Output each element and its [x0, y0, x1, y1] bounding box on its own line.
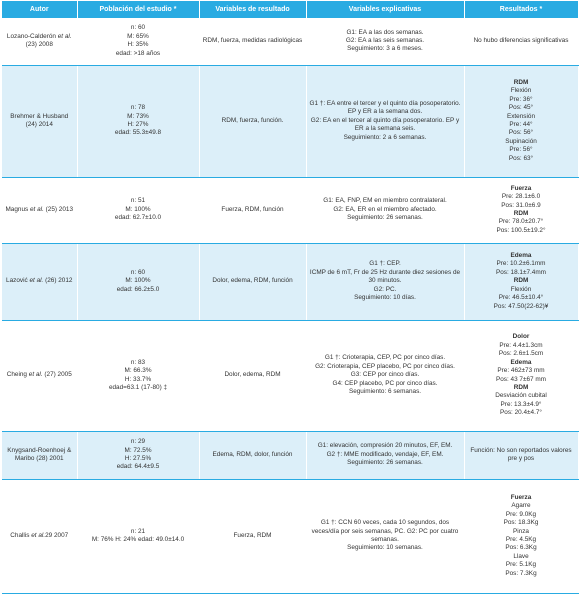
results-value: Pre: 4.5Kg: [505, 536, 537, 543]
results-value: Pos: 100.5±19.2°: [496, 226, 546, 234]
outcome-cell: [199, 243, 306, 320]
results-cell: [464, 65, 578, 177]
author-text: Lozano-Calderón: [6, 32, 58, 40]
population-cell-line: n: 60: [130, 268, 146, 276]
author-etal: et al.: [57, 32, 72, 40]
outcome-cell-line: Dolor, edema, RDM, función: [212, 277, 293, 285]
author-text: Brehmer & Husband (24) 2014: [10, 112, 69, 128]
explanatory-cell-line: G2 †: MME modificado, vendaje, EF, EM.: [326, 450, 444, 458]
explanatory-cell-line: G2: EA en el tercer al quinto día posoperatorio. EP y ER a la semana seis.: [310, 116, 460, 133]
table-row: [2, 243, 578, 320]
population-cell: [77, 18, 199, 65]
explanatory-cell-line: G1 †: EA entre el tercer y el quinto día posoperatorio. EP y ER a la semana dos.: [309, 99, 461, 116]
author-cell: [2, 243, 77, 320]
population-cell-line: M: 73%: [127, 112, 149, 120]
explanatory-cell: [306, 243, 464, 320]
population-cell-line: n: 83: [130, 358, 146, 366]
population-cell-line: M: 72.5%: [124, 446, 152, 454]
explanatory-cell-line: G4: CEP placebo, PC por cinco días.: [332, 379, 438, 387]
author-text: 29 2007: [45, 531, 69, 539]
author-text: Knygsand-Roenhoej & Maribo (28) 2001: [7, 446, 72, 462]
outcome-cell: [199, 479, 306, 593]
explanatory-cell-line: Seguimiento: 3 a 6 meses.: [347, 45, 423, 53]
population-cell-line: edad: 64.4±9.5: [116, 463, 160, 471]
header-author: Autor: [2, 1, 77, 18]
results-value: Pos: 6.3Kg: [505, 544, 537, 552]
explanatory-cell-line: G2: PC.: [373, 285, 397, 293]
explanatory-cell: [306, 431, 464, 479]
table-body: [2, 18, 578, 593]
population-cell: [77, 243, 199, 320]
outcome-cell-line: RDM, fuerza, medidas radiológicas: [202, 37, 303, 45]
header-results: Resultados *: [464, 1, 578, 18]
population-cell-line: edad: >18 años: [115, 49, 161, 57]
results-heading: RDM: [513, 78, 529, 86]
results-value: Flexión: [510, 87, 532, 95]
explanatory-cell-line: G1 †: CCN 60 veces, cada 10 segundos, dos veces/día por seis semanas, PC. G2: PC por cuatro semanas.: [311, 519, 459, 543]
explanatory-cell-line: ICMP de 6 mT, Fr de 25 Hz durante diez sesiones de 30 minutos.: [309, 268, 461, 285]
results-cell: [464, 177, 578, 243]
author-etal: et al.: [31, 531, 46, 539]
population-cell-line: edad: 66.2±5.0: [116, 285, 160, 293]
results-value: Flexión: [510, 285, 532, 293]
population-cell-line: H: 27%: [127, 121, 149, 128]
population-cell-line: H: 27.5%: [124, 455, 152, 462]
author-cell: [2, 431, 77, 479]
results-value: Pre: 28.1±6.0: [501, 193, 541, 201]
explanatory-cell-line: G1: elevación, compresión 20 minutos, EF, EM.: [317, 442, 453, 450]
population-cell-line: M: 100%: [125, 205, 151, 213]
outcome-cell: [199, 65, 306, 177]
population-cell: [77, 431, 199, 479]
author-text: Lazović: [6, 277, 30, 285]
results-cell: [464, 243, 578, 320]
table-row: [2, 65, 578, 177]
outcome-cell: [199, 18, 306, 65]
explanatory-cell: [306, 479, 464, 593]
population-cell: [77, 65, 199, 177]
explanatory-cell-line: G2: Crioterapia, CEP placebo, PC por cinco días.: [315, 362, 455, 370]
results-heading: RDM: [513, 383, 529, 391]
author-etal: et al.: [28, 371, 43, 379]
author-text: (25) 2013: [43, 205, 73, 213]
outcome-cell-line: Dolor, edema, RDM: [224, 371, 281, 379]
results-value: Pos: 45°: [508, 104, 534, 112]
outcome-cell: [199, 177, 306, 243]
results-value: Pre: 462±73 mm: [497, 367, 545, 375]
explanatory-cell: [306, 320, 464, 431]
results-value: Pre: 44°: [509, 121, 533, 128]
results-value: Pre: 46.5±10.4°: [498, 294, 544, 302]
results-value: Pos: 7.3Kg: [505, 569, 537, 577]
results-cell: [464, 320, 578, 431]
results-value: Pre: 56°: [509, 146, 533, 154]
results-value: Pos: 63°: [508, 154, 534, 162]
population-cell: [77, 177, 199, 243]
results-value: Función: No son reportados valores pre y pos: [470, 446, 572, 462]
explanatory-cell: [306, 65, 464, 177]
header-population: Población del estudio *: [77, 1, 199, 18]
population-cell: [77, 479, 199, 593]
results-heading: Fuerza: [510, 184, 532, 192]
explanatory-cell-line: Seguimiento: 10 días.: [354, 294, 416, 302]
explanatory-cell: [306, 177, 464, 243]
table-row: [2, 177, 578, 243]
results-heading: Dolor: [512, 333, 530, 341]
explanatory-cell-line: G1: EA, FNP, EM en miembro contralateral.: [323, 197, 447, 205]
outcome-cell: [199, 320, 306, 431]
results-heading: RDM: [513, 277, 529, 285]
explanatory-cell-line: Seguimiento: 26 semanas.: [347, 214, 423, 222]
results-value: Pre: 10.2±6.1mm: [496, 260, 546, 268]
results-value: Pos: 56°: [508, 129, 534, 137]
results-value: Extensión: [506, 112, 536, 120]
header-explanatory: Variables explicativas: [306, 1, 464, 18]
results-heading: Edema: [510, 251, 532, 259]
results-value: Supinación: [505, 137, 537, 145]
results-value: Desviación cubital: [495, 392, 547, 400]
table-row: [2, 320, 578, 431]
results-value: Pre: 13.3±4.9°: [500, 400, 542, 408]
population-cell-line: edad=63.1 (17-80) ‡: [108, 383, 168, 391]
results-value: Pos: 20.4±4.7°: [500, 409, 542, 417]
table-row: [2, 431, 578, 479]
results-cell: [464, 18, 578, 65]
population-cell-line: H: 33.7%: [124, 375, 152, 383]
author-text: Challis: [10, 531, 32, 539]
explanatory-cell-line: G1 †: Crioterapia, CEP, PC por cinco días.: [324, 354, 446, 362]
population-cell-line: n: 78: [130, 104, 146, 112]
results-value: Pos: 43 7±67 mm: [495, 375, 547, 383]
explanatory-cell: [306, 18, 464, 65]
author-cell: [2, 177, 77, 243]
explanatory-cell-line: Seguimiento: 26 semanas.: [347, 459, 423, 467]
results-heading: Fuerza: [510, 493, 532, 501]
table-row: [2, 18, 578, 65]
author-text: (27) 2005: [42, 371, 72, 379]
outcome-cell-line: Edema, RDM, dolor, función: [212, 450, 293, 458]
explanatory-cell-line: G1: EA a las dos semanas.: [346, 28, 424, 36]
table-header-row: [2, 1, 578, 18]
population-cell-line: H: 35%: [127, 41, 149, 49]
explanatory-cell-line: G3: CEP por cinco días.: [350, 371, 420, 379]
results-value: Pre: 9.0Kg: [505, 510, 537, 518]
explanatory-cell-line: Seguimiento: 6 semanas.: [348, 388, 422, 396]
outcome-cell-line: RDM, fuerza, función.: [221, 116, 284, 124]
explanatory-cell-line: Seguimiento: 10 semanas.: [347, 544, 423, 552]
author-cell: [2, 479, 77, 593]
results-heading: RDM: [513, 210, 529, 217]
author-cell: [2, 320, 77, 431]
author-etal: et al.: [29, 277, 44, 285]
results-value: No hubo diferencias significativas: [473, 37, 569, 45]
population-cell-line: n: 21: [130, 527, 146, 535]
results-value: Pre: 5.1Kg: [505, 561, 537, 569]
results-value: Pos: 2.6±1.5cm: [498, 350, 544, 358]
header-outcome: Variables de resultado: [199, 1, 306, 18]
explanatory-cell-line: G2: EA a las seis semanas.: [345, 37, 425, 45]
population-cell-line: M: 100%: [125, 277, 151, 285]
population-cell: [77, 320, 199, 431]
author-text: (26) 2012: [43, 277, 73, 285]
results-value: Pos: 18.1±7.4mm: [495, 268, 547, 276]
population-cell-line: n: 60: [130, 24, 146, 32]
population-cell-line: M: 65%: [127, 32, 149, 40]
population-cell-line: edad: 62.7±10.0: [114, 214, 162, 222]
population-cell-line: M: 76% H: 24% edad: 49.0±14.0: [91, 536, 185, 543]
results-cell: [464, 479, 578, 593]
results-cell: [464, 431, 578, 479]
author-etal: et al.: [30, 205, 44, 213]
outcome-cell: [199, 431, 306, 479]
results-table: [2, 1, 579, 594]
author-text: (23) 2008: [25, 41, 53, 49]
table-row: [2, 479, 578, 593]
author-text: Cheing: [6, 371, 29, 379]
author-cell: [2, 18, 77, 65]
author-text: Magnus: [5, 205, 30, 213]
population-cell-line: M: 66.3%: [124, 367, 152, 375]
results-value: Pre: 36°: [509, 95, 533, 103]
results-value: Llave: [513, 552, 529, 560]
results-value: Pos: 18.3Kg: [503, 519, 539, 527]
results-value: Pos: 31.0±6.9: [501, 201, 541, 209]
results-value: Pinza: [513, 527, 529, 535]
population-cell-line: n: 51: [130, 197, 146, 205]
explanatory-cell-line: Seguimiento: 2 a 6 semanas.: [343, 133, 427, 141]
results-heading: Edema: [510, 358, 532, 366]
explanatory-cell-line: G2: EA, ER en el miembro afectado.: [333, 205, 437, 213]
results-value: Agarre: [511, 502, 531, 510]
results-value: Pre: 78.0±20.7°: [498, 218, 544, 226]
author-cell: [2, 65, 77, 177]
population-cell-line: n: 29: [130, 438, 146, 446]
outcome-cell-line: Fuerza, RDM: [233, 531, 272, 539]
explanatory-cell-line: G1 †: CEP.: [369, 260, 401, 268]
population-cell-line: edad: 55.3±49.8: [114, 129, 162, 137]
results-value: Pre: 4.4±1.3cm: [499, 341, 543, 349]
outcome-cell-line: Fuerza, RDM, función: [221, 205, 284, 213]
results-value: Pos: 47.50(22-62)¥: [493, 302, 549, 310]
